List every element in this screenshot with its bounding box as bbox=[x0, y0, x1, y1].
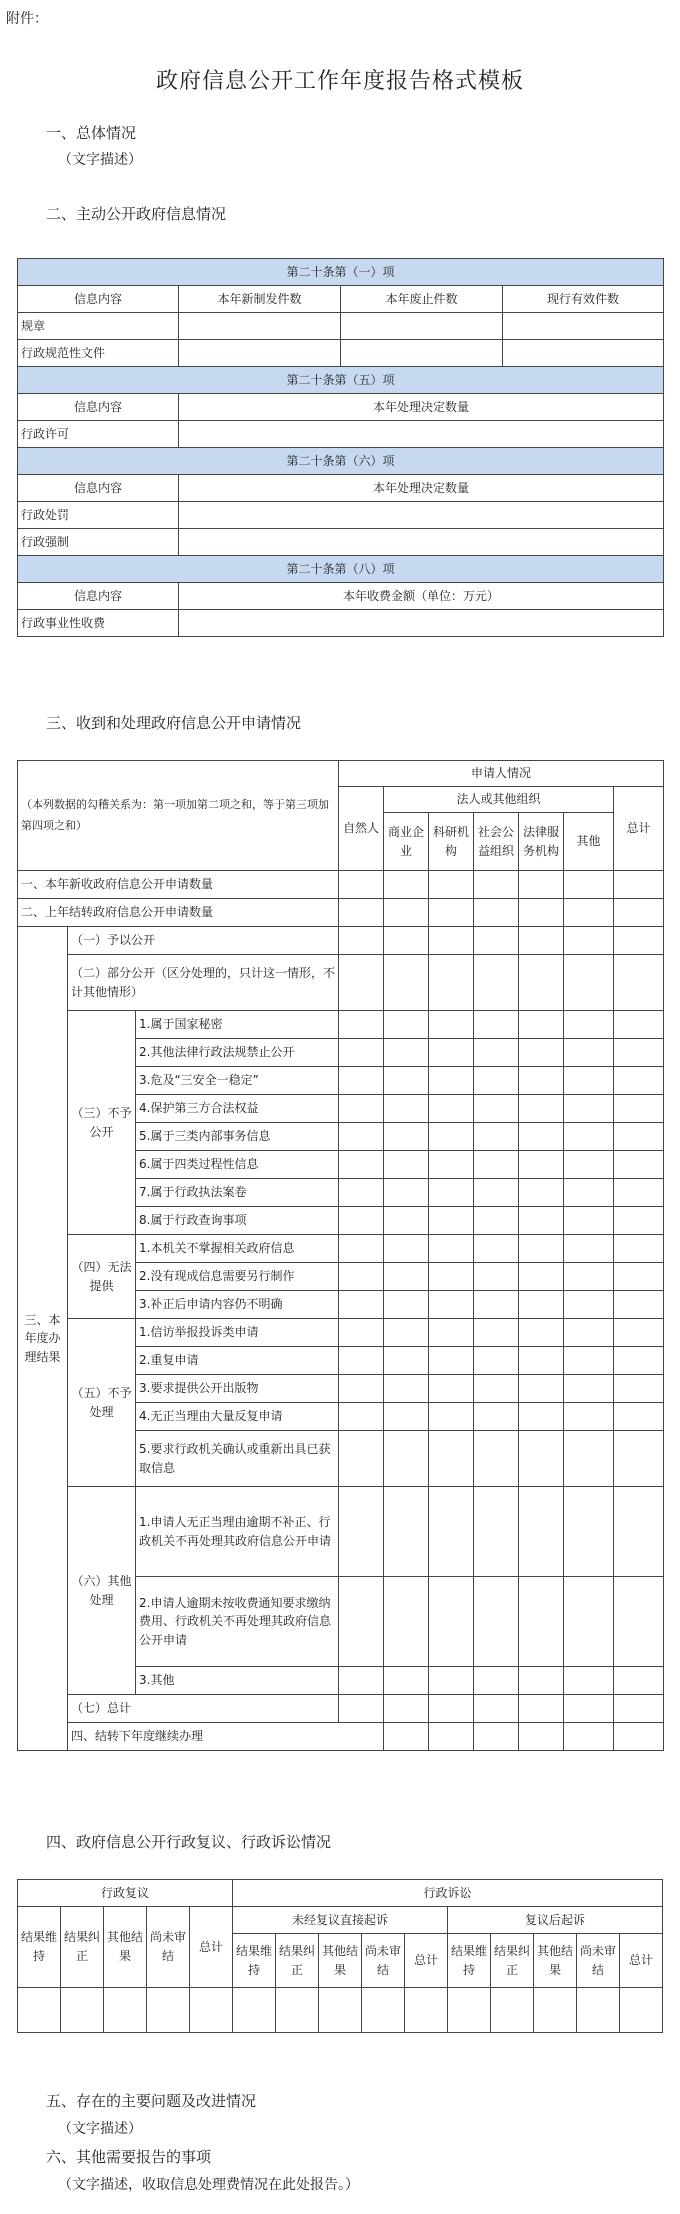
empty-cell bbox=[429, 1695, 474, 1723]
empty-cell bbox=[564, 1011, 614, 1039]
empty-cell bbox=[519, 1039, 564, 1067]
review-litigation-table bbox=[17, 1879, 663, 2033]
empty-cell bbox=[614, 1577, 664, 1667]
art20-8-header: 第二十条第（八）项 bbox=[18, 556, 664, 583]
empty-cell bbox=[429, 955, 474, 1011]
row-results-total: （七）总计 bbox=[68, 1695, 339, 1723]
empty-cell bbox=[339, 1695, 384, 1723]
empty-cell bbox=[564, 1123, 614, 1151]
empty-cell bbox=[614, 927, 664, 955]
row-item: 2.其他法律行政法规禁止公开 bbox=[136, 1039, 339, 1067]
group-not-processed: （五）不予处理 bbox=[68, 1319, 136, 1487]
empty-cell bbox=[429, 1723, 474, 1751]
cell bbox=[179, 421, 664, 448]
empty-cell bbox=[339, 1319, 384, 1347]
section-5-desc: （文字描述） bbox=[58, 2121, 142, 2137]
empty-cell bbox=[474, 1207, 519, 1235]
empty-cell bbox=[564, 1403, 614, 1431]
empty-cell bbox=[564, 1151, 614, 1179]
review-col-other: 其他结果 bbox=[104, 1907, 147, 1988]
col-total: 总计 bbox=[614, 787, 664, 871]
after-col-total: 总计 bbox=[620, 1934, 663, 1988]
empty-cell bbox=[429, 1577, 474, 1667]
row-permit: 行政许可 bbox=[18, 421, 179, 448]
row-item: 5.要求行政机关确认或重新出具已获取信息 bbox=[136, 1431, 339, 1487]
empty-cell bbox=[474, 1291, 519, 1319]
empty-cell bbox=[474, 871, 519, 899]
row-carry-next-year: 四、结转下年度继续办理 bbox=[68, 1723, 384, 1751]
col-new: 本年新制发件数 bbox=[179, 286, 341, 313]
empty-cell bbox=[384, 1667, 429, 1695]
empty-cell bbox=[620, 1988, 663, 2033]
empty-cell bbox=[474, 927, 519, 955]
empty-cell bbox=[474, 1123, 519, 1151]
empty-cell bbox=[564, 1319, 614, 1347]
empty-cell bbox=[564, 1347, 614, 1375]
empty-cell bbox=[491, 1988, 534, 2033]
empty-cell bbox=[614, 1291, 664, 1319]
row-normative: 行政规范性文件 bbox=[18, 340, 179, 367]
empty-cell bbox=[474, 1403, 519, 1431]
empty-cell bbox=[384, 927, 429, 955]
empty-cell bbox=[429, 1375, 474, 1403]
empty-cell bbox=[519, 1123, 564, 1151]
empty-cell bbox=[519, 1207, 564, 1235]
row-partial: （二）部分公开（区分处理的，只计这一情形，不计其他情形） bbox=[68, 955, 339, 1011]
empty-cell bbox=[429, 1291, 474, 1319]
row-item: 3.补正后申请内容仍不明确 bbox=[136, 1291, 339, 1319]
empty-cell bbox=[564, 1695, 614, 1723]
empty-cell bbox=[429, 1263, 474, 1291]
cell bbox=[503, 340, 664, 367]
empty-cell bbox=[429, 1151, 474, 1179]
row-item: 3.其他 bbox=[136, 1667, 339, 1695]
empty-cell bbox=[564, 1291, 614, 1319]
consistency-note: （本列数据的勾稽关系为：第一项加第二项之和，等于第三项加第四项之和） bbox=[18, 761, 339, 871]
empty-cell bbox=[614, 955, 664, 1011]
empty-cell bbox=[474, 1067, 519, 1095]
empty-cell bbox=[519, 1095, 564, 1123]
col-info: 信息内容 bbox=[18, 583, 179, 610]
row-item: 1.申请人无正当理由逾期不补正、行政机关不再处理其政府信息公开申请 bbox=[136, 1487, 339, 1577]
empty-cell bbox=[384, 955, 429, 1011]
empty-cell bbox=[276, 1988, 319, 2033]
empty-cell bbox=[384, 1487, 429, 1577]
empty-cell bbox=[474, 1695, 519, 1723]
row-carried-over: 二、上年结转政府信息公开申请数量 bbox=[18, 899, 339, 927]
empty-cell bbox=[339, 1291, 384, 1319]
empty-cell bbox=[429, 1095, 474, 1123]
proactive-disclosure-table bbox=[17, 258, 664, 637]
col-info: 信息内容 bbox=[18, 394, 179, 421]
empty-cell bbox=[339, 1577, 384, 1667]
empty-cell bbox=[339, 1095, 384, 1123]
empty-cell bbox=[429, 1235, 474, 1263]
empty-cell bbox=[564, 1263, 614, 1291]
empty-cell bbox=[474, 1319, 519, 1347]
empty-cell bbox=[519, 899, 564, 927]
empty-cell bbox=[614, 1151, 664, 1179]
direct-suit-header: 未经复议直接起诉 bbox=[233, 1907, 448, 1934]
empty-cell bbox=[577, 1988, 620, 2033]
litigation-header: 行政诉讼 bbox=[233, 1880, 663, 1907]
empty-cell bbox=[564, 1723, 614, 1751]
group-not-disclosed: （三）不予公开 bbox=[68, 1011, 136, 1235]
row-item: 2.没有现成信息需要另行制作 bbox=[136, 1263, 339, 1291]
row-item: 1.本机关不掌握相关政府信息 bbox=[136, 1235, 339, 1263]
empty-cell bbox=[474, 1431, 519, 1487]
direct-col-maintained: 结果维持 bbox=[233, 1934, 276, 1988]
empty-cell bbox=[614, 1039, 664, 1067]
empty-cell bbox=[384, 1207, 429, 1235]
cell bbox=[179, 313, 341, 340]
empty-cell bbox=[18, 1988, 61, 2033]
cell bbox=[341, 340, 503, 367]
empty-cell bbox=[564, 1235, 614, 1263]
empty-cell bbox=[384, 1291, 429, 1319]
cell bbox=[179, 610, 664, 637]
empty-cell bbox=[614, 1123, 664, 1151]
empty-cell bbox=[474, 1179, 519, 1207]
empty-cell bbox=[384, 899, 429, 927]
empty-cell bbox=[319, 1988, 362, 2033]
empty-cell bbox=[564, 899, 614, 927]
empty-cell bbox=[384, 1151, 429, 1179]
empty-cell bbox=[519, 1291, 564, 1319]
empty-cell bbox=[614, 1695, 664, 1723]
empty-cell bbox=[519, 1667, 564, 1695]
empty-cell bbox=[384, 1375, 429, 1403]
after-col-maintained: 结果维持 bbox=[448, 1934, 491, 1988]
empty-cell bbox=[339, 1123, 384, 1151]
empty-cell bbox=[384, 1179, 429, 1207]
cell bbox=[503, 313, 664, 340]
empty-cell bbox=[429, 1487, 474, 1577]
empty-cell bbox=[564, 871, 614, 899]
empty-cell bbox=[614, 1263, 664, 1291]
col-info: 信息内容 bbox=[18, 286, 179, 313]
empty-cell bbox=[384, 1431, 429, 1487]
cell bbox=[179, 502, 664, 529]
empty-cell bbox=[429, 1123, 474, 1151]
empty-cell bbox=[474, 1011, 519, 1039]
art20-5-header: 第二十条第（五）项 bbox=[18, 367, 664, 394]
empty-cell bbox=[614, 1667, 664, 1695]
empty-cell bbox=[429, 1431, 474, 1487]
section-2-heading: 二、主动公开政府信息情况 bbox=[46, 205, 227, 223]
empty-cell bbox=[474, 1151, 519, 1179]
empty-cell bbox=[614, 1487, 664, 1577]
col-legal-group: 法人或其他组织 bbox=[384, 787, 614, 813]
col-decisions: 本年处理决定数量 bbox=[179, 475, 664, 502]
empty-cell bbox=[384, 1067, 429, 1095]
col-legal-service: 法律服务机构 bbox=[519, 813, 564, 871]
empty-cell bbox=[519, 1577, 564, 1667]
empty-cell bbox=[339, 1235, 384, 1263]
after-col-other: 其他结果 bbox=[534, 1934, 577, 1988]
col-info: 信息内容 bbox=[18, 475, 179, 502]
empty-cell bbox=[362, 1988, 405, 2033]
empty-cell bbox=[614, 1095, 664, 1123]
empty-cell bbox=[233, 1988, 276, 2033]
direct-col-other: 其他结果 bbox=[319, 1934, 362, 1988]
section-3-heading: 三、收到和处理政府信息公开申请情况 bbox=[46, 714, 302, 732]
col-valid: 现行有效件数 bbox=[503, 286, 664, 313]
empty-cell bbox=[519, 1487, 564, 1577]
empty-cell bbox=[519, 955, 564, 1011]
empty-cell bbox=[614, 1207, 664, 1235]
application-table bbox=[17, 760, 664, 1751]
cell bbox=[341, 313, 503, 340]
col-fee: 本年收费金额（单位：万元） bbox=[179, 583, 664, 610]
direct-col-total: 总计 bbox=[405, 1934, 448, 1988]
col-abolished: 本年废止件数 bbox=[341, 286, 503, 313]
empty-cell bbox=[429, 1039, 474, 1067]
empty-cell bbox=[429, 927, 474, 955]
empty-cell bbox=[429, 871, 474, 899]
empty-cell bbox=[614, 1319, 664, 1347]
empty-cell bbox=[339, 1487, 384, 1577]
review-col-total: 总计 bbox=[190, 1907, 233, 1988]
empty-cell bbox=[339, 1431, 384, 1487]
empty-cell bbox=[564, 1487, 614, 1577]
empty-cell bbox=[519, 1179, 564, 1207]
review-header: 行政复议 bbox=[18, 1880, 233, 1907]
empty-cell bbox=[519, 1347, 564, 1375]
empty-cell bbox=[429, 1179, 474, 1207]
empty-cell bbox=[519, 1067, 564, 1095]
empty-cell bbox=[339, 1179, 384, 1207]
empty-cell bbox=[474, 1723, 519, 1751]
empty-cell bbox=[104, 1988, 147, 2033]
empty-cell bbox=[339, 1667, 384, 1695]
empty-cell bbox=[474, 899, 519, 927]
empty-cell bbox=[384, 1011, 429, 1039]
attachment-label: 附件： bbox=[6, 11, 48, 27]
empty-cell bbox=[519, 1263, 564, 1291]
empty-cell bbox=[339, 1263, 384, 1291]
row-item: 1.属于国家秘密 bbox=[136, 1011, 339, 1039]
col-business: 商业企业 bbox=[384, 813, 429, 871]
applicant-header: 申请人情况 bbox=[339, 761, 664, 787]
direct-col-pending: 尚未审结 bbox=[362, 1934, 405, 1988]
empty-cell bbox=[564, 1095, 614, 1123]
cell bbox=[179, 340, 341, 367]
review-col-maintained: 结果维持 bbox=[18, 1907, 61, 1988]
empty-cell bbox=[614, 1235, 664, 1263]
empty-cell bbox=[339, 927, 384, 955]
empty-cell bbox=[339, 1067, 384, 1095]
empty-cell bbox=[519, 1723, 564, 1751]
group-cannot-provide: （四）无法提供 bbox=[68, 1235, 136, 1319]
empty-cell bbox=[429, 1067, 474, 1095]
section-6-heading: 六、其他需要报告的事项 bbox=[46, 2148, 212, 2166]
empty-cell bbox=[474, 1487, 519, 1577]
empty-cell bbox=[564, 1577, 614, 1667]
empty-cell bbox=[614, 1723, 664, 1751]
art20-6-header: 第二十条第（六）项 bbox=[18, 448, 664, 475]
empty-cell bbox=[564, 1179, 614, 1207]
after-col-corrected: 结果纠正 bbox=[491, 1934, 534, 1988]
section-6-desc: （文字描述，收取信息处理费情况在此处报告。） bbox=[58, 2177, 359, 2193]
row-fee: 行政事业性收费 bbox=[18, 610, 179, 637]
empty-cell bbox=[564, 1667, 614, 1695]
empty-cell bbox=[614, 1403, 664, 1431]
empty-cell bbox=[339, 1403, 384, 1431]
empty-cell bbox=[339, 899, 384, 927]
section-1-desc: （文字描述） bbox=[58, 152, 142, 168]
empty-cell bbox=[384, 871, 429, 899]
empty-cell bbox=[384, 1319, 429, 1347]
empty-cell bbox=[474, 1375, 519, 1403]
col-natural: 自然人 bbox=[339, 787, 384, 871]
row-item: 4.保护第三方合法权益 bbox=[136, 1095, 339, 1123]
empty-cell bbox=[429, 1319, 474, 1347]
row-item: 6.属于四类过程性信息 bbox=[136, 1151, 339, 1179]
section-4-heading: 四、政府信息公开行政复议、行政诉讼情况 bbox=[46, 1833, 332, 1851]
empty-cell bbox=[384, 1039, 429, 1067]
empty-cell bbox=[429, 1667, 474, 1695]
col-research: 科研机构 bbox=[429, 813, 474, 871]
row-rules: 规章 bbox=[18, 313, 179, 340]
empty-cell bbox=[474, 1235, 519, 1263]
empty-cell bbox=[339, 1011, 384, 1039]
empty-cell bbox=[519, 1403, 564, 1431]
review-col-corrected: 结果纠正 bbox=[61, 1907, 104, 1988]
row-coercion: 行政强制 bbox=[18, 529, 179, 556]
row-item: 3.危及“三安全一稳定” bbox=[136, 1067, 339, 1095]
empty-cell bbox=[474, 1577, 519, 1667]
empty-cell bbox=[519, 1319, 564, 1347]
empty-cell bbox=[384, 1403, 429, 1431]
empty-cell bbox=[384, 1263, 429, 1291]
empty-cell bbox=[614, 1011, 664, 1039]
empty-cell bbox=[474, 1039, 519, 1067]
empty-cell bbox=[519, 1011, 564, 1039]
col-social: 社会公益组织 bbox=[474, 813, 519, 871]
col-decisions: 本年处理决定数量 bbox=[179, 394, 664, 421]
empty-cell bbox=[519, 1235, 564, 1263]
empty-cell bbox=[519, 1151, 564, 1179]
empty-cell bbox=[564, 1207, 614, 1235]
empty-cell bbox=[339, 1207, 384, 1235]
row-item: 2.申请人逾期未按收费通知要求缴纳费用、行政机关不再处理其政府信息公开申请 bbox=[136, 1577, 339, 1667]
empty-cell bbox=[564, 1067, 614, 1095]
after-review-header: 复议后起诉 bbox=[448, 1907, 663, 1934]
empty-cell bbox=[339, 1347, 384, 1375]
empty-cell bbox=[339, 955, 384, 1011]
empty-cell bbox=[384, 1095, 429, 1123]
row-penalty: 行政处罚 bbox=[18, 502, 179, 529]
empty-cell bbox=[474, 1263, 519, 1291]
row-item: 4.无正当理由大量反复申请 bbox=[136, 1403, 339, 1431]
empty-cell bbox=[429, 1011, 474, 1039]
empty-cell bbox=[190, 1988, 233, 2033]
section-1-heading: 一、总体情况 bbox=[46, 124, 137, 142]
row-results-group: 三、本年度办理结果 bbox=[18, 927, 68, 1751]
empty-cell bbox=[339, 871, 384, 899]
row-item: 5.属于三类内部事务信息 bbox=[136, 1123, 339, 1151]
empty-cell bbox=[614, 1375, 664, 1403]
section-5-heading: 五、存在的主要问题及改进情况 bbox=[46, 2092, 257, 2110]
empty-cell bbox=[384, 1123, 429, 1151]
row-item: 3.要求提供公开出版物 bbox=[136, 1375, 339, 1403]
empty-cell bbox=[614, 1179, 664, 1207]
empty-cell bbox=[61, 1988, 104, 2033]
review-col-pending: 尚未审结 bbox=[147, 1907, 190, 1988]
empty-cell bbox=[614, 1431, 664, 1487]
group-other-processing: （六）其他处理 bbox=[68, 1487, 136, 1695]
row-item: 8.属于行政查询事项 bbox=[136, 1207, 339, 1235]
empty-cell bbox=[429, 1347, 474, 1375]
empty-cell bbox=[384, 1235, 429, 1263]
empty-cell bbox=[614, 1347, 664, 1375]
empty-cell bbox=[519, 927, 564, 955]
empty-cell bbox=[474, 955, 519, 1011]
empty-cell bbox=[564, 1375, 614, 1403]
empty-cell bbox=[448, 1988, 491, 2033]
empty-cell bbox=[614, 1067, 664, 1095]
empty-cell bbox=[614, 871, 664, 899]
row-item: 7.属于行政执法案卷 bbox=[136, 1179, 339, 1207]
empty-cell bbox=[339, 1375, 384, 1403]
empty-cell bbox=[147, 1988, 190, 2033]
empty-cell bbox=[474, 1095, 519, 1123]
row-disclosed: （一）予以公开 bbox=[68, 927, 339, 955]
empty-cell bbox=[339, 1039, 384, 1067]
after-col-pending: 尚未审结 bbox=[577, 1934, 620, 1988]
empty-cell bbox=[339, 1151, 384, 1179]
empty-cell bbox=[384, 1347, 429, 1375]
empty-cell bbox=[384, 1695, 429, 1723]
direct-col-corrected: 结果纠正 bbox=[276, 1934, 319, 1988]
empty-cell bbox=[384, 1723, 429, 1751]
empty-cell bbox=[519, 1695, 564, 1723]
empty-cell bbox=[474, 1347, 519, 1375]
empty-cell bbox=[384, 1577, 429, 1667]
empty-cell bbox=[519, 1375, 564, 1403]
row-new-applications: 一、本年新收政府信息公开申请数量 bbox=[18, 871, 339, 899]
empty-cell bbox=[519, 871, 564, 899]
empty-cell bbox=[429, 1403, 474, 1431]
empty-cell bbox=[564, 955, 614, 1011]
empty-cell bbox=[429, 1207, 474, 1235]
col-other: 其他 bbox=[564, 813, 614, 871]
empty-cell bbox=[474, 1667, 519, 1695]
empty-cell bbox=[564, 1039, 614, 1067]
empty-cell bbox=[534, 1988, 577, 2033]
empty-cell bbox=[614, 899, 664, 927]
row-item: 2.重复申请 bbox=[136, 1347, 339, 1375]
empty-cell bbox=[564, 1431, 614, 1487]
cell bbox=[179, 529, 664, 556]
art20-1-header: 第二十条第（一）项 bbox=[18, 259, 664, 286]
empty-cell bbox=[519, 1431, 564, 1487]
page-title: 政府信息公开工作年度报告格式模板 bbox=[155, 69, 524, 94]
empty-cell bbox=[429, 899, 474, 927]
empty-cell bbox=[564, 927, 614, 955]
empty-cell bbox=[405, 1988, 448, 2033]
row-item: 1.信访举报投诉类申请 bbox=[136, 1319, 339, 1347]
